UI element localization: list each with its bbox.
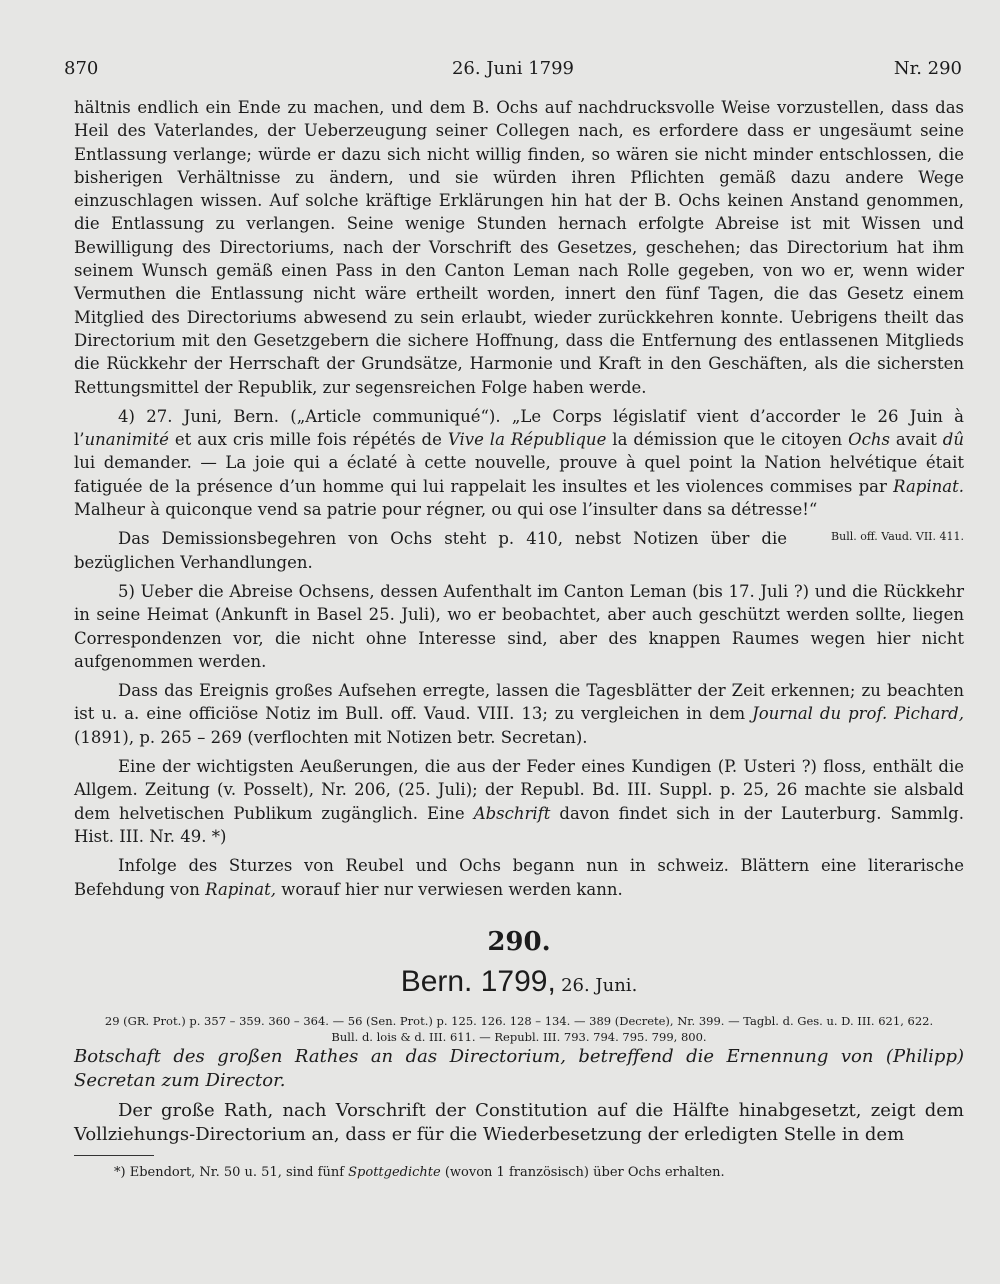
paragraph-4: 5) Ueber die Abreise Ochsens, dessen Aufenthalt im Canton Leman (bis 17. Juli ?) und die Rückkehr in seine Heimat (Ankunft in Basel 25. Juli), wo er beobachtet, aber auch geschützt werden sollte, liegen Correspondenzen vor, die nicht ohne Interesse sind, aber des knappen Raumes wegen hier nicht aufgenommen werden.	[74, 581, 964, 671]
paragraph-7	[74, 854, 964, 901]
header-doc-number: Nr. 290	[893, 58, 962, 79]
text-span: avait	[889, 430, 943, 450]
paragraph-6	[74, 755, 964, 848]
page-body	[74, 96, 964, 1182]
text-span: worauf hier nur verwiesen werden kann.	[275, 879, 623, 899]
header-date: 26. Juni 1799	[451, 58, 575, 79]
text-span: et aux cris mille fois répétés de	[168, 430, 448, 450]
text-span: lui demander. — La joie qui a éclaté à cette nouvelle, prouve à quel point la Nation helvétique était fatiguée de la présence d’un homme qui lui rappelait les insultes et les violences commises par	[74, 453, 964, 496]
italic-span: dû	[942, 430, 964, 450]
italic-span: Spottgedichte	[348, 1164, 441, 1180]
italic-span: Rapinat.	[893, 476, 964, 496]
page-number: 870	[64, 58, 99, 79]
italic-span: Ochs	[848, 430, 890, 450]
document-number: 290.	[487, 926, 551, 957]
document-day: 26. Juni.	[561, 974, 638, 996]
text-span: la démission que le citoyen	[606, 430, 849, 450]
document-references	[74, 1013, 964, 1045]
paragraph-5	[74, 679, 964, 749]
text-span: (1891), p. 265 – 269 (verflochten mit Notizen betr. Secretan).	[74, 727, 588, 747]
text-span: *) Ebendort, Nr. 50 u. 51, sind fünf	[114, 1164, 349, 1180]
italic-span: unanimité	[84, 430, 169, 450]
text-span: Dass das Ereignis großes Aufsehen erregte, lassen die Tagesblätter der Zeit erkennen; zu beachten ist u. a. eine officiöse Notiz im Bull. off. Vaud. VIII. 13; zu vergleichen in dem	[74, 681, 964, 724]
footnote-divider	[74, 1155, 154, 1156]
paragraph-2	[74, 405, 964, 544]
source-citation: Bull. off. Vaud. VII. 411.	[831, 530, 964, 544]
text-span: (wovon 1 französisch) über Ochs erhalten.	[440, 1164, 725, 1180]
references-line-1: 29 (GR. Prot.) p. 357 – 359. 360 – 364. — 56 (Sen. Prot.) p. 125. 126. 128 – 134. — 389 (Decrete), Nr. 399. — Tagbl. d. Ges. u. D. III. 621, 622.	[104, 1013, 934, 1028]
running-header	[64, 58, 962, 79]
text-span: Eine der wichtigsten Aeußerungen, die aus der Feder eines Kundigen (P. Usteri ?) floss, enthält die Allgem. Zeitung (v. Posselt), Nr. 206, (25. Juli); der Republ. Bd. III. Suppl. p. 25, 26 machte sie alsbald dem helvetischen Publikum zugänglich. Eine	[74, 757, 964, 823]
italic-span: Vive la République	[447, 430, 607, 450]
text-span: davon findet sich in der Lauterburg. Sammlg. Hist. III. Nr. 49. *)	[74, 803, 964, 846]
paragraph-1: hältnis endlich ein Ende zu machen, und dem B. Ochs auf nachdrucksvolle Weise vorzustellen, dass das Heil des Vaterlandes, der Ueberzeugung seiner Collegen nach, es erfordere dass er ungesäumt seine Entlassung verlange; würde er dazu sich nicht willig finden, so wären sie nicht minder entschlossen, die bisherigen Verhältnisse zu ändern, und sie würden ihren Pflichten gemäß dazu andere Wege einzuschlagen wissen. Auf solche kräftige Erklärungen hin hat der B. Ochs keinen Anstand genommen, die Entlassung zu verlangen. Seine wenige Stunden hernach erfolgte Abreise ist mit Wissen und Bewilligung des Directoriums, nach der Vorschrift des Gesetzes, geschehen; das Directorium hat ihm seinem Wunsch gemäß einen Pass in den Canton Leman nach Rolle gegeben, von wo er, wenn wider Vermuthen die Entlassung nicht wäre ertheilt worden, innert den fünf Tagen, die das Gesetz einem Mitglied des Directoriums abwesend zu sein erlaubt, wieder zurückkehren konnte. Uebrigens theilt das Directorium mit den Gesetzgebern die sichere Hoffnung, dass die Entfernung des entlassenen Mitglieds die Rückkehr der Herrschaft der Grundsätze, Harmonie und Kraft in den Geschäften, als die sichersten Rettungsmittel der Republik, zur segensreichen Folge haben werde.	[74, 98, 964, 397]
text-span: Malheur à quiconque vend sa patrie pour régner, ou qui ose l’insulter dans sa détresse!“	[74, 500, 818, 520]
italic-span: Rapinat,	[205, 879, 276, 899]
text-span: Infolge des Sturzes von Reubel und Ochs begann nun in schweiz. Blättern eine literarische Befehdung von	[74, 856, 964, 899]
paragraph-3: Das Demissionsbegehren von Ochs steht p. 410, nebst Notizen über die bezüglichen Verhandlungen.	[74, 529, 788, 572]
document-text: Der große Rath, nach Vorschrift der Constitution auf die Hälfte hinabgesetzt, zeigt dem Vollziehungs-Directorium an, dass er für die Wiederbesetzung der erledigten Stelle in dem	[74, 1099, 964, 1145]
document-place-year: Bern. 1799,	[400, 964, 556, 998]
text-span: 4) 27. Juni, Bern. („Article communiqué“). „Le Corps législatif vient d’accorder le 26 Juin à l’	[74, 406, 964, 450]
document-heading	[74, 965, 964, 1003]
document-subject: Botschaft des großen Rathes an das Directorium, betreffend die Ernennung von (Philipp) Secretan zum Director.	[74, 1045, 964, 1091]
italic-span: Abschrift	[473, 803, 551, 823]
references-line-2: Bull. d. lois & d. III. 611. — Republ. III. 793. 794. 795. 799, 800.	[331, 1029, 707, 1044]
italic-span: Journal du prof. Pichard,	[752, 704, 964, 724]
footnote	[74, 1164, 964, 1182]
